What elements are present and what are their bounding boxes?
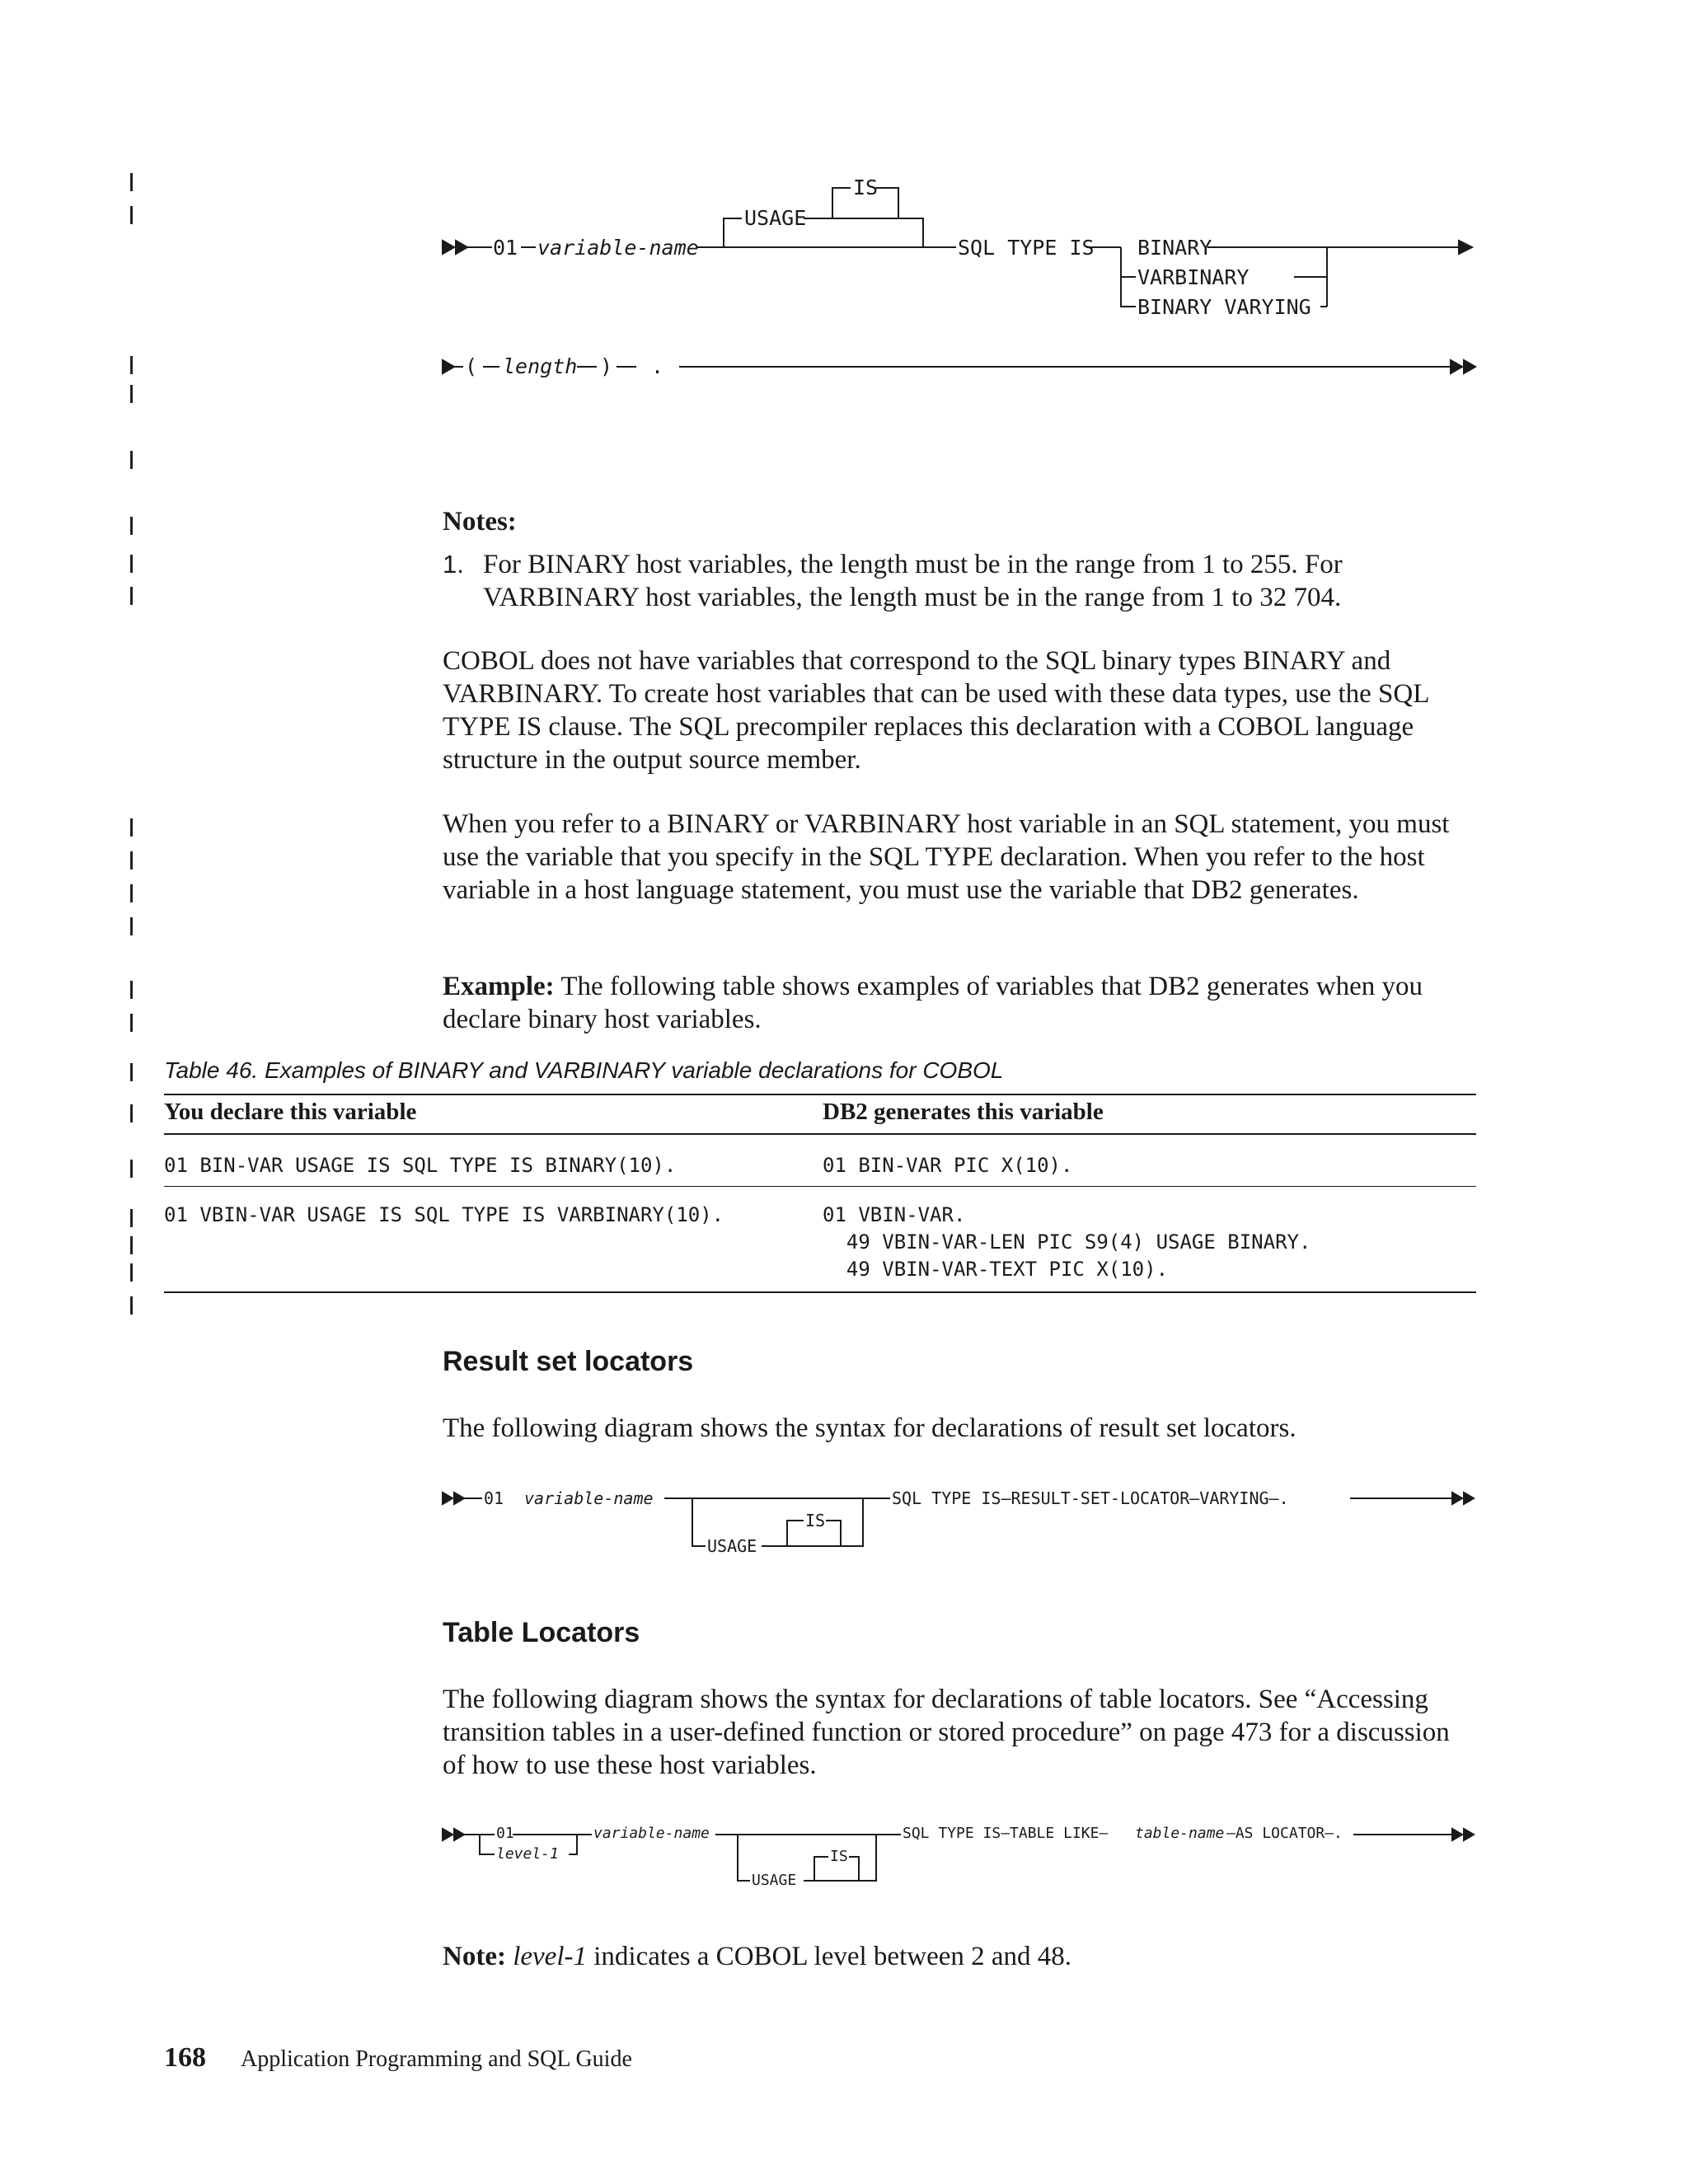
notes-heading: Notes: [443,507,517,537]
paragraph-text: COBOL does not have variables that correspond to the SQL binary types BINARY and VARBINARY. To create host variables that can be used with these data types, use the SQL TYPE IS clause. The SQL precompiler replaces this declaration with a COBOL language structure in the output source member. [443,646,1429,775]
is-keyword: IS [853,176,879,199]
sql-type-clause: SQL TYPE IS—RESULT-SET-LOCATOR—VARYING—. [892,1488,1289,1508]
table-cell: 01 VBIN-VAR USAGE IS SQL TYPE IS VARBINARY(10). [164,1203,724,1226]
example-label: Example: [443,972,555,1001]
varbinary-option: VARBINARY [1137,265,1250,289]
result-set-description: The following diagram shows the syntax for declarations of result set locators. [443,1413,1296,1443]
note-term: level-1 [513,1942,587,1971]
book-title: Application Programming and SQL Guide [241,2046,632,2072]
is-keyword: IS [830,1848,848,1865]
note-line-2: VARBINARY host variables, the length must be in the range from 1 to 32 704. [483,583,1342,612]
note-text: indicates a COBOL level between 2 and 48. [587,1942,1072,1971]
variable-name-token: variable-name [537,236,699,260]
sql-type-is-keyword: SQL TYPE IS [958,236,1095,260]
level-note [443,1942,1071,1972]
level-1-token: level-1 [496,1845,559,1863]
level-number: 01 [493,236,518,260]
open-paren: ( [465,354,478,378]
level-number: 01 [484,1488,504,1508]
page-number: 168 [164,2042,206,2073]
usage-keyword: USAGE [707,1536,757,1556]
table-caption: Table 46. Examples of BINARY and VARBINARY variable declarations for COBOL [164,1057,1004,1083]
variable-name-token: variable-name [593,1825,710,1842]
is-keyword: IS [805,1511,826,1530]
close-paren: ) [600,354,613,378]
table-cell: 01 BIN-VAR USAGE IS SQL TYPE IS BINARY(10). [164,1154,677,1177]
note-label: Note: [443,1942,506,1971]
example-text: The following table shows examples of variables that DB2 generates when you declare binary host variables. [443,972,1423,1034]
section-heading-table-locators: Table Locators [443,1617,640,1648]
binary-option: BINARY [1137,236,1212,260]
note-number: 1. [443,550,464,579]
section-heading-result-set: Result set locators [443,1346,694,1377]
paragraph-text: When you refer to a BINARY or VARBINARY host variable in an SQL statement, you must use the variable that you specify in the SQL TYPE declaration. When you refer to the host variable in a host language statement, you must use the variable that DB2 generates. [443,809,1450,905]
level-number: 01 [496,1825,514,1842]
column-header-generates: DB2 generates this variable [823,1099,1104,1125]
terminator-dot: . [651,354,664,378]
as-locator-clause: —AS LOCATOR—. [1226,1825,1343,1842]
table-name-token: table-name [1135,1825,1225,1842]
usage-keyword: USAGE [744,206,807,230]
length-token: length [503,354,578,378]
table-cell: 01 VBIN-VAR. 49 VBIN-VAR-LEN PIC S9(4) USAGE BINARY. 49 VBIN-VAR-TEXT PIC X(10). [823,1203,1311,1281]
table-locators-description: The following diagram shows the syntax for declarations of table locators. See “Accessing transition tables in a user-defined function or stored procedure” on page 473 for a discussion of how to use these host variables. [443,1685,1450,1780]
column-header-declare: You declare this variable [164,1099,417,1125]
variable-name-token: variable-name [524,1488,654,1508]
binary-varying-option: BINARY VARYING [1137,295,1311,319]
sql-type-table-like: SQL TYPE IS—TABLE LIKE— [903,1825,1109,1842]
table-cell: 01 BIN-VAR PIC X(10). [823,1154,1073,1177]
usage-keyword: USAGE [752,1872,797,1889]
note-line-1: For BINARY host variables, the length must be in the range from 1 to 255. For [483,550,1343,579]
